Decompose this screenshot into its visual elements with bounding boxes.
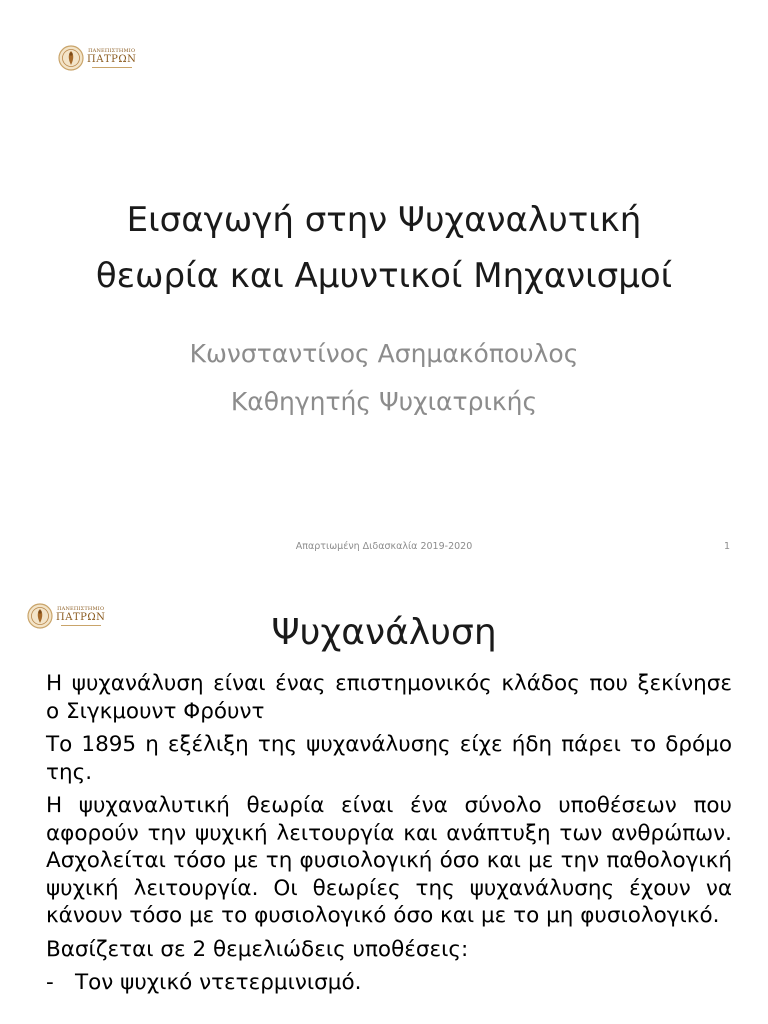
body-paragraph: Η ψυχανάλυση είναι ένας επιστημονικός κλάδος που ξεκίνησε ο Σιγκμουντ Φρόυντ	[46, 671, 732, 724]
author-name: Κωνσταντίνος Ασημακόπουλος	[189, 339, 579, 368]
author-position: Καθηγητής Ψυχιατρικής	[230, 387, 538, 416]
logo-rule	[92, 67, 132, 68]
body-paragraph: Βασίζεται σε 2 θεμελιώδεις υποθέσεις:	[46, 936, 469, 962]
slide-title-line-2: θεωρία και Αμυντικοί Μηχανισμοί	[95, 256, 673, 296]
body-paragraph: Το 1895 η εξέλιξη της ψυχανάλυσης είχε ήδη πάρει το δρόμο της.	[46, 732, 732, 785]
university-seal-icon	[58, 44, 84, 72]
logo-small-text: ΠΑΝΕΠΙΣΤΗΜΙΟ	[57, 605, 105, 612]
bullet-item	[46, 969, 732, 997]
body-paragraph: Η ψυχαναλυτική θεωρία είναι ένα σύνολο υποθέσεων που αφορούν την ψυχική λειτουργία και ανάπτυξη των ανθρώπων. Ασχολείται τόσο με τη φυσιολογική όσο και με την παθολογική ψυχική λειτουργία. Οι θεωρίες της ψυχανάλυσης έχουν να κάνουν τόσο με το φυσιολογικό όσο και με το μη φυσιολογικό.	[46, 793, 732, 928]
slide-body	[46, 670, 732, 997]
slide-title-line-1: Εισαγωγή στην Ψυχαναλυτική	[126, 200, 642, 240]
content-slide	[0, 576, 768, 1024]
logo-big-text: ΠΑΤΡΩΝ	[87, 53, 137, 65]
slide-footer: Απαρτιωμένη Διδασκαλία 2019-2020	[295, 541, 473, 552]
logo-small-text: ΠΑΝΕΠΙΣΤΗΜΙΟ	[88, 47, 136, 54]
slide-heading: Ψυχανάλυση	[271, 612, 497, 653]
bullet-marker: -	[46, 970, 54, 995]
university-logo	[58, 44, 136, 72]
bullet-text: Τον ψυχικό ντετερμινισμό.	[75, 970, 362, 995]
logo-big-text: ΠΑΤΡΩΝ	[56, 611, 106, 623]
slide-number: 1	[723, 541, 730, 552]
slide-title	[40, 192, 728, 304]
slide-subtitle	[40, 330, 728, 426]
